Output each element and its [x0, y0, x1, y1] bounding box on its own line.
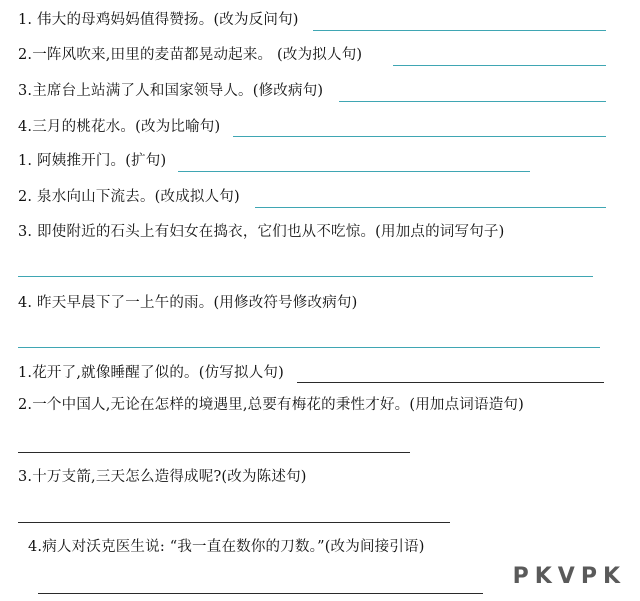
answer-line-10[interactable] — [18, 452, 410, 453]
answer-line-9[interactable] — [297, 382, 604, 383]
question-2: 2.一阵风吹来,田里的麦苗都晃动起来。 (改为拟人句) — [18, 47, 363, 63]
question-3: 3.主席台上站满了人和国家领导人。(修改病句) — [18, 83, 324, 99]
answer-line-1[interactable] — [313, 30, 606, 31]
question-7: 3. 即使附近的石头上有妇女在捣衣，它们也从不吃惊。(用加点的词写句子) — [18, 224, 505, 240]
answer-line-8[interactable] — [18, 347, 600, 348]
watermark: PKVPK — [512, 564, 626, 589]
answer-line-2[interactable] — [393, 65, 606, 66]
answer-line-11[interactable] — [18, 522, 450, 523]
question-11: 3.十万支箭,三天怎么造得成呢?(改为陈述句) — [18, 469, 307, 485]
answer-line-4[interactable] — [233, 136, 606, 137]
question-10: 2.一个中国人,无论在怎样的境遇里,总要有梅花的秉性才好。(用加点词语造句) — [18, 397, 524, 413]
question-9: 1.花开了,就像睡醒了似的。(仿写拟人句) — [18, 365, 284, 381]
question-12: 4.病人对沃克医生说: “我一直在数你的刀数。”(改为间接引语) — [28, 539, 425, 555]
answer-line-6[interactable] — [255, 207, 606, 208]
question-4: 4.三月的桃花水。(改为比喻句) — [18, 119, 221, 135]
answer-line-12[interactable] — [38, 593, 483, 594]
answer-line-3[interactable] — [339, 101, 606, 102]
answer-line-7[interactable] — [18, 276, 593, 277]
question-6: 2. 泉水向山下流去。(改成拟人句) — [18, 189, 240, 205]
question-5: 1. 阿姨推开门。(扩句) — [18, 153, 167, 169]
question-8: 4. 昨天早晨下了一上午的雨。(用修改符号修改病句) — [18, 295, 358, 311]
question-1: 1. 伟大的母鸡妈妈值得赞扬。(改为反问句) — [18, 12, 299, 28]
answer-line-5[interactable] — [178, 171, 530, 172]
